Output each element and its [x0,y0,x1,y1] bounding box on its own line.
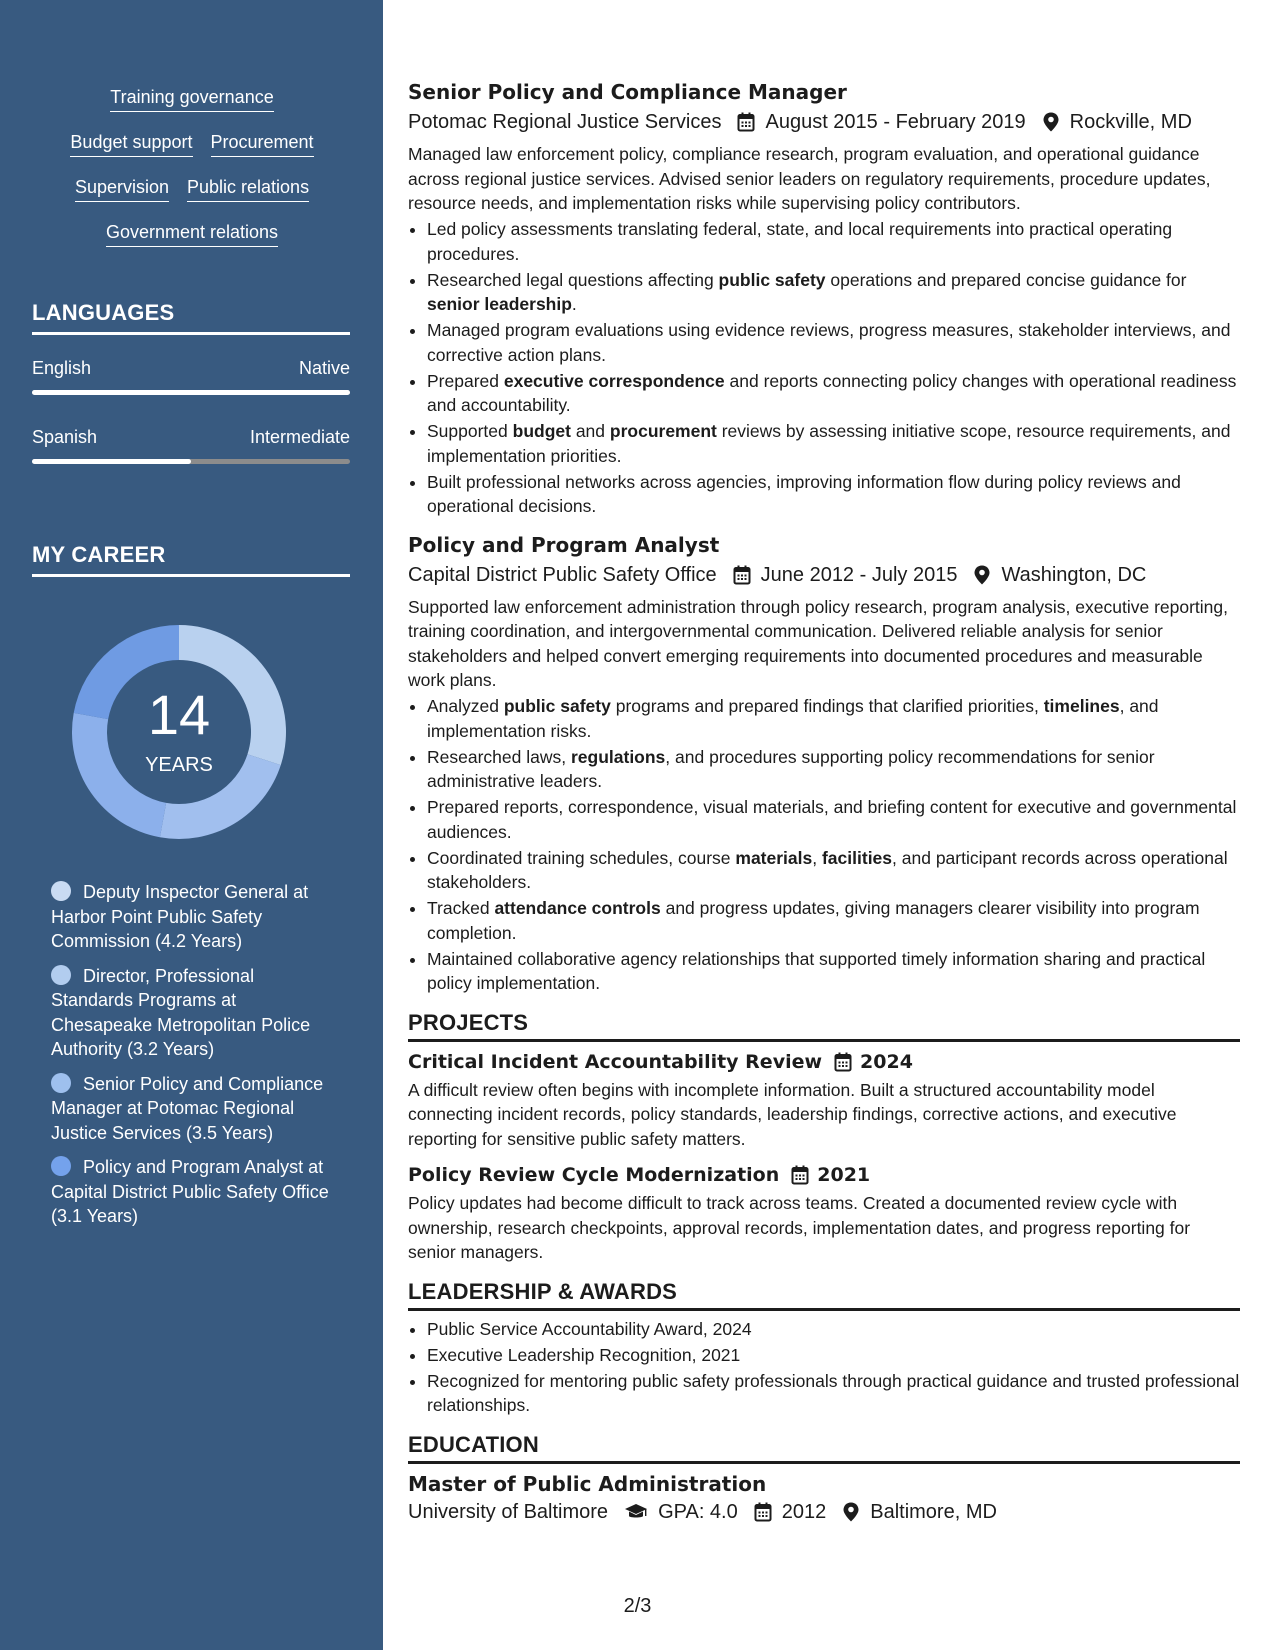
bullet-keyword: executive correspondence [503,370,725,391]
career-dot-icon [51,881,71,901]
language-name: Spanish [32,427,98,447]
bullet-keyword: senior leadership [427,294,572,314]
calendar-icon [834,1052,852,1072]
skill-row [32,176,352,221]
career-item [51,880,331,954]
bullet-text: operations and prepared concise guidance for [825,269,1187,290]
bullet-text: Researched legal questions affecting [427,269,719,290]
job-bullet [427,896,1240,945]
career-item [51,1155,331,1229]
project-description: Policy updates had become difficult to track across teams. Created a documented review cycle with ownership, research checkpoints, approval records, implementation dates, and progress reporting for senior managers. [408,1193,1191,1262]
career-dot-icon [51,1156,71,1176]
job-meta [408,108,1240,136]
location-pin-icon [1042,112,1060,132]
job-dates: August 2015 - February 2019 [765,111,1026,133]
job-bullet [427,846,1240,895]
bullet-text: Tracked [427,898,495,918]
bullet-keyword: materials [735,847,813,868]
bullet-keyword: regulations [570,746,666,767]
bullet-text: , and implementation risks. [427,696,1159,741]
languages-heading: LANGUAGES [32,300,350,335]
degree-title: Master of Public Administration [408,1471,767,1496]
job-bullet [427,745,1240,794]
bullet-text: , [812,847,822,868]
graduation-cap-icon [624,1502,648,1522]
education-meta [408,1498,1240,1526]
project-entry [408,1161,1240,1265]
skill-row [32,86,352,131]
job-location: Washington, DC [1001,563,1147,586]
language-proficiency-fill [32,459,191,464]
career-item [51,1072,331,1146]
education-entry [408,1470,1240,1526]
bullet-keyword: facilities [821,847,893,868]
job-dates: June 2012 - July 2015 [760,563,958,586]
project-header [408,1161,1240,1189]
career-total-label: YEARS [145,754,213,776]
job-bullet [427,419,1240,468]
skill-row [32,131,352,176]
job-bullet [427,268,1240,317]
bullet-text: Built professional networks across agencies, improving information flow during policy reviews and operational decisions. [427,471,1181,516]
bullet-keyword: timelines [1043,696,1120,716]
job-bullet [427,795,1240,844]
bullet-text: Prepared reports, correspondence, visual materials, and briefing content for executive and governmental audiences. [427,797,1237,842]
career-item-text: Director, Professional Standards Programs at Chesapeake Metropolitan Police Authority (3.2 Years) [51,965,311,1059]
career-heading: MY CAREER [32,542,350,577]
bullet-keyword: public safety [718,269,826,290]
calendar-icon [754,1502,772,1522]
job-bullet [427,694,1240,743]
job-meta [408,561,1240,589]
career-dot-icon [51,965,71,985]
job-summary: Supported law enforcement administration through policy research, program analysis, executive reporting, training coordination, and intergovernmental communication. Delivered reliable analysis for senior stakeholders and helped convert emerging requirements into documented procedures and measurable work plans. [408,596,1229,690]
career-item-text: Policy and Program Analyst at Capital District Public Safety Office (3.1 Years) [51,1157,329,1226]
bullet-keyword: public safety [503,696,611,716]
career-total-years: 14 [147,683,211,746]
project-title: Critical Incident Accountability Review [408,1050,823,1073]
bullet-keyword: attendance controls [494,898,661,918]
career-item-text: Deputy Inspector General at Harbor Point Public Safety Commission (4.2 Years) [51,882,309,951]
career-item-text: Senior Policy and Compliance Manager at Potomac Regional Justice Services (3.5 Years) [51,1073,324,1143]
location-pin-icon [842,1502,860,1522]
calendar-icon [733,565,751,585]
bullet-text: and progress updates, giving managers clearer visibility into program completion. [427,898,1200,943]
projects-heading: PROJECTS [408,1010,1240,1042]
job-entry [408,531,1240,996]
location-pin-icon [973,565,991,585]
bullet-text: Led policy assessments translating federal, state, and local requirements into practical operating procedures. [427,219,1173,264]
education-location: Baltimore, MD [870,1500,997,1523]
calendar-icon [791,1165,809,1185]
school-name: University of Baltimore [408,1500,609,1523]
awards-heading: LEADERSHIP & AWARDS [408,1279,1240,1311]
job-summary: Managed law enforcement policy, compliance research, program evaluation, and operational guidance across regional justice services. Advised senior leaders on regulatory requirements, procedure updates, resource needs, and implementation risks while supervising policy contributors. [408,144,1211,213]
language-level: Native [298,358,350,378]
bullet-text: reviews by assessing initiative scope, resource requirements, and implementation priorities. [427,421,1231,466]
skill-tag: Training governance [110,86,273,112]
job-organization: Capital District Public Safety Office [408,563,717,586]
experience-list [408,78,1240,996]
bullet-text: and [570,421,610,441]
project-year: 2021 [817,1164,871,1186]
job-title: Policy and Program Analyst [408,532,720,557]
bullet-keyword: budget [512,421,571,441]
bullet-text: Prepared [427,370,504,391]
bullet-text: programs and prepared findings that clarified priorities, [610,696,1044,716]
calendar-icon [737,112,755,132]
bullet-text: Supported [427,421,513,441]
bullet-text: , and participant records across operational stakeholders. [427,847,1228,892]
sidebar [0,0,383,1650]
skill-tag: Procurement [211,131,314,157]
job-bullets [408,217,1240,519]
skill-tag: Public relations [187,176,309,202]
bullet-text: and reports connecting policy changes with operational readiness and accountability. [427,370,1237,415]
bullet-text: Coordinated training schedules, course [427,847,736,868]
language-proficiency-bar [32,459,350,464]
bullet-text: Maintained collaborative agency relationships that supported timely information sharing and practical policy implementation. [427,948,1206,993]
career-dot-icon [51,1073,71,1093]
award-item: • Recognized for mentoring public safety professionals through practical guidance and trusted professional relationships. [427,1369,1240,1418]
language-proficiency-bar [32,390,350,395]
page-number: 2/3 [623,1595,652,1617]
bullet-keyword: procurement [609,421,717,441]
job-organization: Potomac Regional Justice Services [408,111,722,133]
career-list [51,880,331,1239]
skills-list [32,86,352,266]
job-bullet [427,470,1240,519]
graduation-year: 2012 [781,1500,827,1523]
skill-tag: Supervision [75,176,169,202]
main-content [408,78,1240,1526]
language-spanish [32,427,350,464]
career-donut-chart [66,619,292,845]
education-heading: EDUCATION [408,1432,1240,1464]
bullet-text: Analyzed [427,696,504,716]
bullet-text: Researched laws, [427,746,571,767]
project-title: Policy Review Cycle Modernization [408,1164,780,1186]
bullet-text: , and procedures supporting policy recommendations for senior administrative leaders. [427,746,1155,791]
career-item [51,964,331,1062]
skill-tag: Budget support [70,131,192,157]
project-entry [408,1048,1240,1152]
bullet-text: Managed program evaluations using evidence reviews, progress measures, stakeholder interviews, and corrective action plans. [427,320,1231,365]
skill-tag: Government relations [106,221,278,247]
language-name: English [32,358,92,378]
project-header [408,1048,1240,1076]
job-entry [408,78,1240,519]
project-description: A difficult review often begins with incomplete information. Built a structured accountability model connecting incident records, policy standards, leadership findings, corrective actions, and executive reporting for sensitive public safety matters. [408,1079,1177,1149]
bullet-text: . [571,294,577,314]
job-bullet [427,947,1240,996]
language-proficiency-fill [32,390,350,395]
projects-list [408,1048,1240,1265]
project-year: 2024 [860,1050,913,1073]
job-bullets [408,694,1240,996]
job-bullet [427,369,1240,418]
award-item: • Executive Leadership Recognition, 2021 [427,1343,1240,1368]
language-level: Intermediate [249,427,350,447]
awards-list [408,1317,1240,1418]
language-english [32,358,350,395]
award-item: • Public Service Accountability Award, 2024 [427,1317,1240,1342]
job-title: Senior Policy and Compliance Manager [408,80,847,104]
job-location: Rockville, MD [1069,111,1192,133]
job-bullet [427,217,1240,266]
gpa: GPA: 4.0 [658,1500,738,1523]
skill-row [32,221,352,266]
job-bullet [427,318,1240,367]
